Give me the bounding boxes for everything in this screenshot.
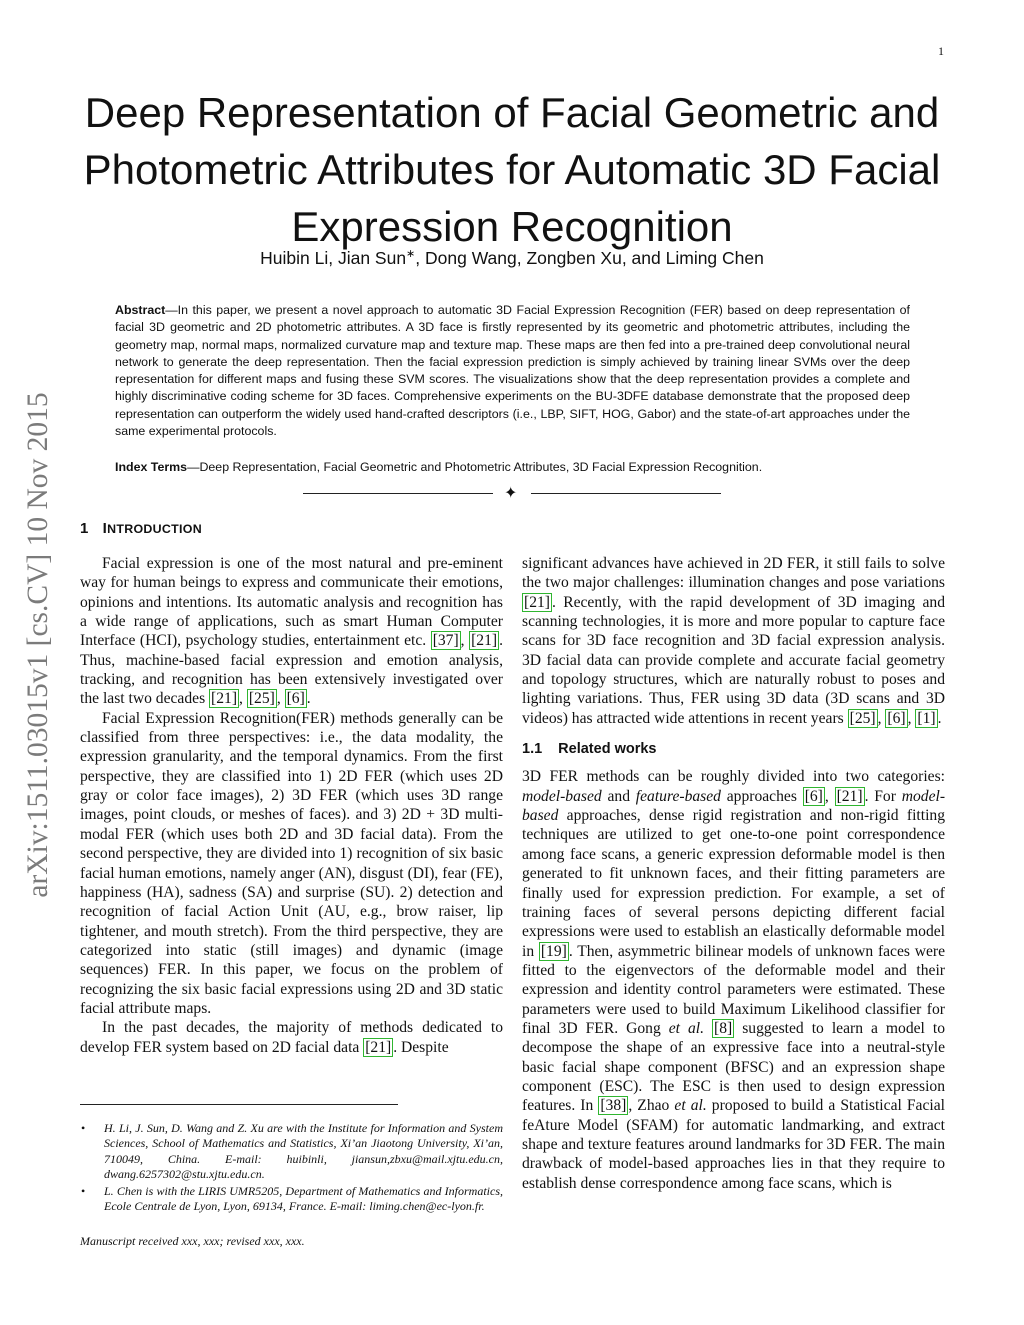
emphasis: model-based bbox=[522, 787, 602, 805]
manuscript-note: Manuscript received xxx, xxx; revised xxx, xxx. bbox=[80, 1234, 305, 1248]
emphasis: model-based bbox=[522, 787, 946, 825]
citation-link[interactable]: [21] bbox=[524, 593, 550, 611]
text-run: 3D FER methods can be roughly divided into two categories: bbox=[522, 768, 945, 786]
text-run: . bbox=[937, 709, 942, 727]
arxiv-stamp-text: arXiv:1511.03015v1 [cs.CV] 10 Nov 2015 bbox=[22, 392, 54, 898]
intro-paragraph-2: Facial Expression Recognition(FER) methods generally can be classified from three perspectives: i.e., the data modality, the expression granularity, and the temporal dynamics. From the first perspective, they are classified into 1) 2D FER (which uses 2D gray or color face images), 2) 3D FER (which uses 3D range images, point clouds, or meshes of faces). and 3) 2D + 3D multi-modal FER (which uses both 2D and 3D facial data). From the second perspective, they are divided into 1) recognition of six basic facial human emotions, namely anger (AN), disgust (DI), fear (FE), happiness (HA), sadness (SA) and surprise (SU). 2) detection and recognition of facial Action Unit (AU, e.g., brow raiser, lip tightener, and mouth stretch). From the third perspective, they are categorized into static (still images) and dynamic (image sequences) FER. In this paper, we focus on the problem of recognizing the six basic facial expressions using 2D and 3D static facial attribute maps. bbox=[80, 709, 503, 1017]
text-run: , bbox=[239, 690, 247, 708]
subsection-number: 1.1 bbox=[522, 741, 543, 758]
right-column bbox=[522, 554, 945, 1193]
index-terms-label: Index Terms bbox=[115, 460, 188, 474]
text-run: proposed to build a Statistical Facial feAture Model (SFAM) for automatic landmarking, and extract shape and texture features around landmarks for 3D FER. The main drawback of model-based approaches lies in that they require to establish dense correspondence among face scans, which is bbox=[522, 1097, 945, 1192]
bullet-icon: • bbox=[81, 1184, 86, 1199]
citation-link[interactable]: [8] bbox=[714, 1019, 733, 1037]
citation-link[interactable]: [21] bbox=[365, 1038, 392, 1056]
footnote-rule bbox=[80, 1104, 398, 1105]
citation-link[interactable]: [21] bbox=[471, 632, 498, 650]
text-run: , bbox=[877, 709, 886, 727]
text-run: In the past decades, the majority of methods dedicated to develop FER system based on 2D facial data bbox=[80, 1019, 503, 1056]
footnote-text: H. Li, J. Sun, D. Wang and Z. Xu are with the Institute for Information and System Sciences, School of Mathematics and Statistics, Xi’an Jiaotong University, Xi’an, 710049, China. E-mail: huibinli, jiansun,zbxu@mail.xjtu.edu.cn, dwang.6257302@stu.xjtu.edu.cn. bbox=[104, 1121, 503, 1181]
text-run: significant advances have achieved in 2D FER, it still fails to solve the two major challenges: illumination changes and pose variations bbox=[522, 555, 945, 592]
left-column bbox=[80, 554, 503, 1057]
emphasis: et al. bbox=[668, 1019, 705, 1037]
emphasis: et al. bbox=[674, 1097, 707, 1115]
intro-paragraph-3 bbox=[80, 1018, 503, 1057]
corresponding-author-mark: ∗ bbox=[406, 248, 416, 260]
citation-link[interactable]: [6] bbox=[887, 709, 906, 727]
text-run: , bbox=[460, 632, 470, 650]
abstract-text: —In this paper, we present a novel approach to automatic 3D Facial Expression Recognition (FER) based on deep representation of facial 3D geometric and 2D photometric attributes. A 3D face is firstly represented by its geometric and photometric attributes, including the geometry map, normal maps, normalized curvature map and texture map. These maps are then fed into a pre-trained deep convolutional neural network to generate the deep representation. Then the facial expression prediction is simply achieved by training linear SVMs over the deep representation for different maps and fusing these SVM scores. The visualizations show that the deep representation provides a complete and highly discriminative coding scheme for 3D faces. Comprehensive experiments on the BU-3DFE database demonstrate that the proposed deep representation can outperform the widely used hand-crafted descriptors (i.e., LBP, SIFT, HOG, Gabor) and the state-of-art approaches under the same experimental protocols. bbox=[115, 303, 910, 439]
citation-link[interactable]: [25] bbox=[849, 709, 876, 727]
citation-link[interactable]: [6] bbox=[286, 690, 305, 708]
section-title-rest: NTRODUCTION bbox=[107, 522, 202, 536]
subsection-title: Related works bbox=[558, 741, 657, 758]
section-separator bbox=[300, 484, 724, 504]
emphasis: feature-based bbox=[635, 787, 721, 805]
subsection-heading bbox=[522, 740, 945, 759]
text-run: and bbox=[601, 787, 636, 805]
section-heading bbox=[80, 520, 202, 537]
paper-title: Deep Representation of Facial Geometric and Photometric Attributes for Automatic 3D Facial Expression Recognition bbox=[83, 89, 941, 250]
text-run bbox=[704, 1020, 712, 1037]
page-number: 1 bbox=[938, 44, 944, 58]
footnotes bbox=[80, 1121, 503, 1217]
authors-part-2: , Dong Wang, Zongben Xu, and Liming Chen bbox=[415, 247, 764, 268]
authors-part-1: Huibin Li, Jian Sun bbox=[260, 247, 407, 268]
footnote-text: L. Chen is with the LIRIS UMR5205, Department of Mathematics and Informatics, Ecole Centrale de Lyon, Lyon, 69134, France. E-mail: liming.chen@ec-lyon.fr. bbox=[104, 1184, 503, 1214]
text-run: . For bbox=[864, 787, 902, 805]
text-run: . Despite bbox=[393, 1038, 449, 1056]
footnote-item bbox=[80, 1121, 503, 1182]
citation-link[interactable]: [1] bbox=[917, 709, 936, 727]
citation-link[interactable]: [38] bbox=[600, 1097, 627, 1115]
intro-paragraph-3-continued bbox=[522, 554, 945, 728]
text-run: approaches, dense rigid registration and non-rigid fitting techniques are utilized to get one-to-one point correspondence among face scans, a generic expression deformable model is then generated to fit unknown faces, and their fitting parameters are finally used for expression prediction. For example, a set of training faces of several persons depicting different facial expressions were used to establish an elastically deformable model in bbox=[522, 807, 945, 960]
citation-link[interactable]: [21] bbox=[836, 787, 863, 805]
text-run: . Thus, machine-based facial expression and emotion analysis, tracking, and recognition has been extensively investigated over the last two decades bbox=[80, 632, 503, 708]
text-run: , Zhao bbox=[628, 1097, 675, 1115]
section-title-cap: I bbox=[102, 520, 108, 537]
separator-rule-left bbox=[303, 493, 493, 494]
section-number: 1 bbox=[80, 520, 89, 537]
separator-diamond-icon: ✦ bbox=[504, 485, 518, 502]
text-run: , bbox=[907, 709, 916, 727]
citation-link[interactable]: [25] bbox=[248, 690, 275, 708]
text-run: suggested to learn a model to decompose the shape of an expressive face into a neutral-style basic facial shape component (BFSC) and an expression shape component (ESC). The ESC is then used to design expression features. In bbox=[522, 1019, 945, 1115]
citation-link[interactable]: [6] bbox=[804, 787, 823, 805]
index-terms-text: —Deep Representation, Facial Geometric and Photometric Attributes, 3D Facial Expression Recognition. bbox=[187, 460, 763, 474]
intro-paragraph-1 bbox=[80, 554, 503, 709]
index-terms bbox=[115, 459, 910, 476]
separator-rule-right bbox=[531, 493, 721, 494]
text-run: approaches bbox=[720, 787, 803, 805]
citation-link[interactable]: [21] bbox=[211, 690, 238, 708]
citation-link[interactable]: [37] bbox=[432, 632, 459, 650]
text-run: . Then, asymmetric bilinear models of unknown faces were fitted to the eigenvectors of the deformable model and their expression and identity control parameters were estimated. These parameters were used to build Maximum Likelihood classifier for final 3D FER. Gong bbox=[522, 942, 945, 1037]
text-run: . Recently, with the rapid development of 3D imaging and scanning technologies, it is more and more popular to capture face scans for 3D face recognition and 3D facial expression analysis. 3D facial data can provide complete and accurate facial geometry and topology structures, which are naturally robust to poses and lighting variations. Thus, FER using 3D data (3D scans and 3D videos) has attracted wide attentions in recent years bbox=[522, 593, 945, 727]
abstract-label: Abstract bbox=[115, 303, 166, 317]
text-run: Facial expression is one of the most natural and pre-eminent way for human beings to express and communicate their emotions, opinions and intentions. Its automatic analysis and recognition has a wide range of applications, such as smart Human Computer Interface (HCI), psychology studies, entertainment etc. bbox=[80, 555, 503, 650]
footnote-item bbox=[80, 1184, 503, 1215]
text-run: , bbox=[824, 787, 835, 805]
text-run: , bbox=[276, 690, 285, 708]
arxiv-stamp bbox=[18, 345, 58, 945]
author-list bbox=[80, 247, 944, 269]
text-run: . bbox=[306, 690, 311, 708]
bullet-icon: • bbox=[81, 1121, 86, 1135]
abstract bbox=[115, 302, 910, 440]
related-works-paragraph bbox=[522, 767, 945, 1193]
citation-link[interactable]: [19] bbox=[540, 942, 567, 960]
